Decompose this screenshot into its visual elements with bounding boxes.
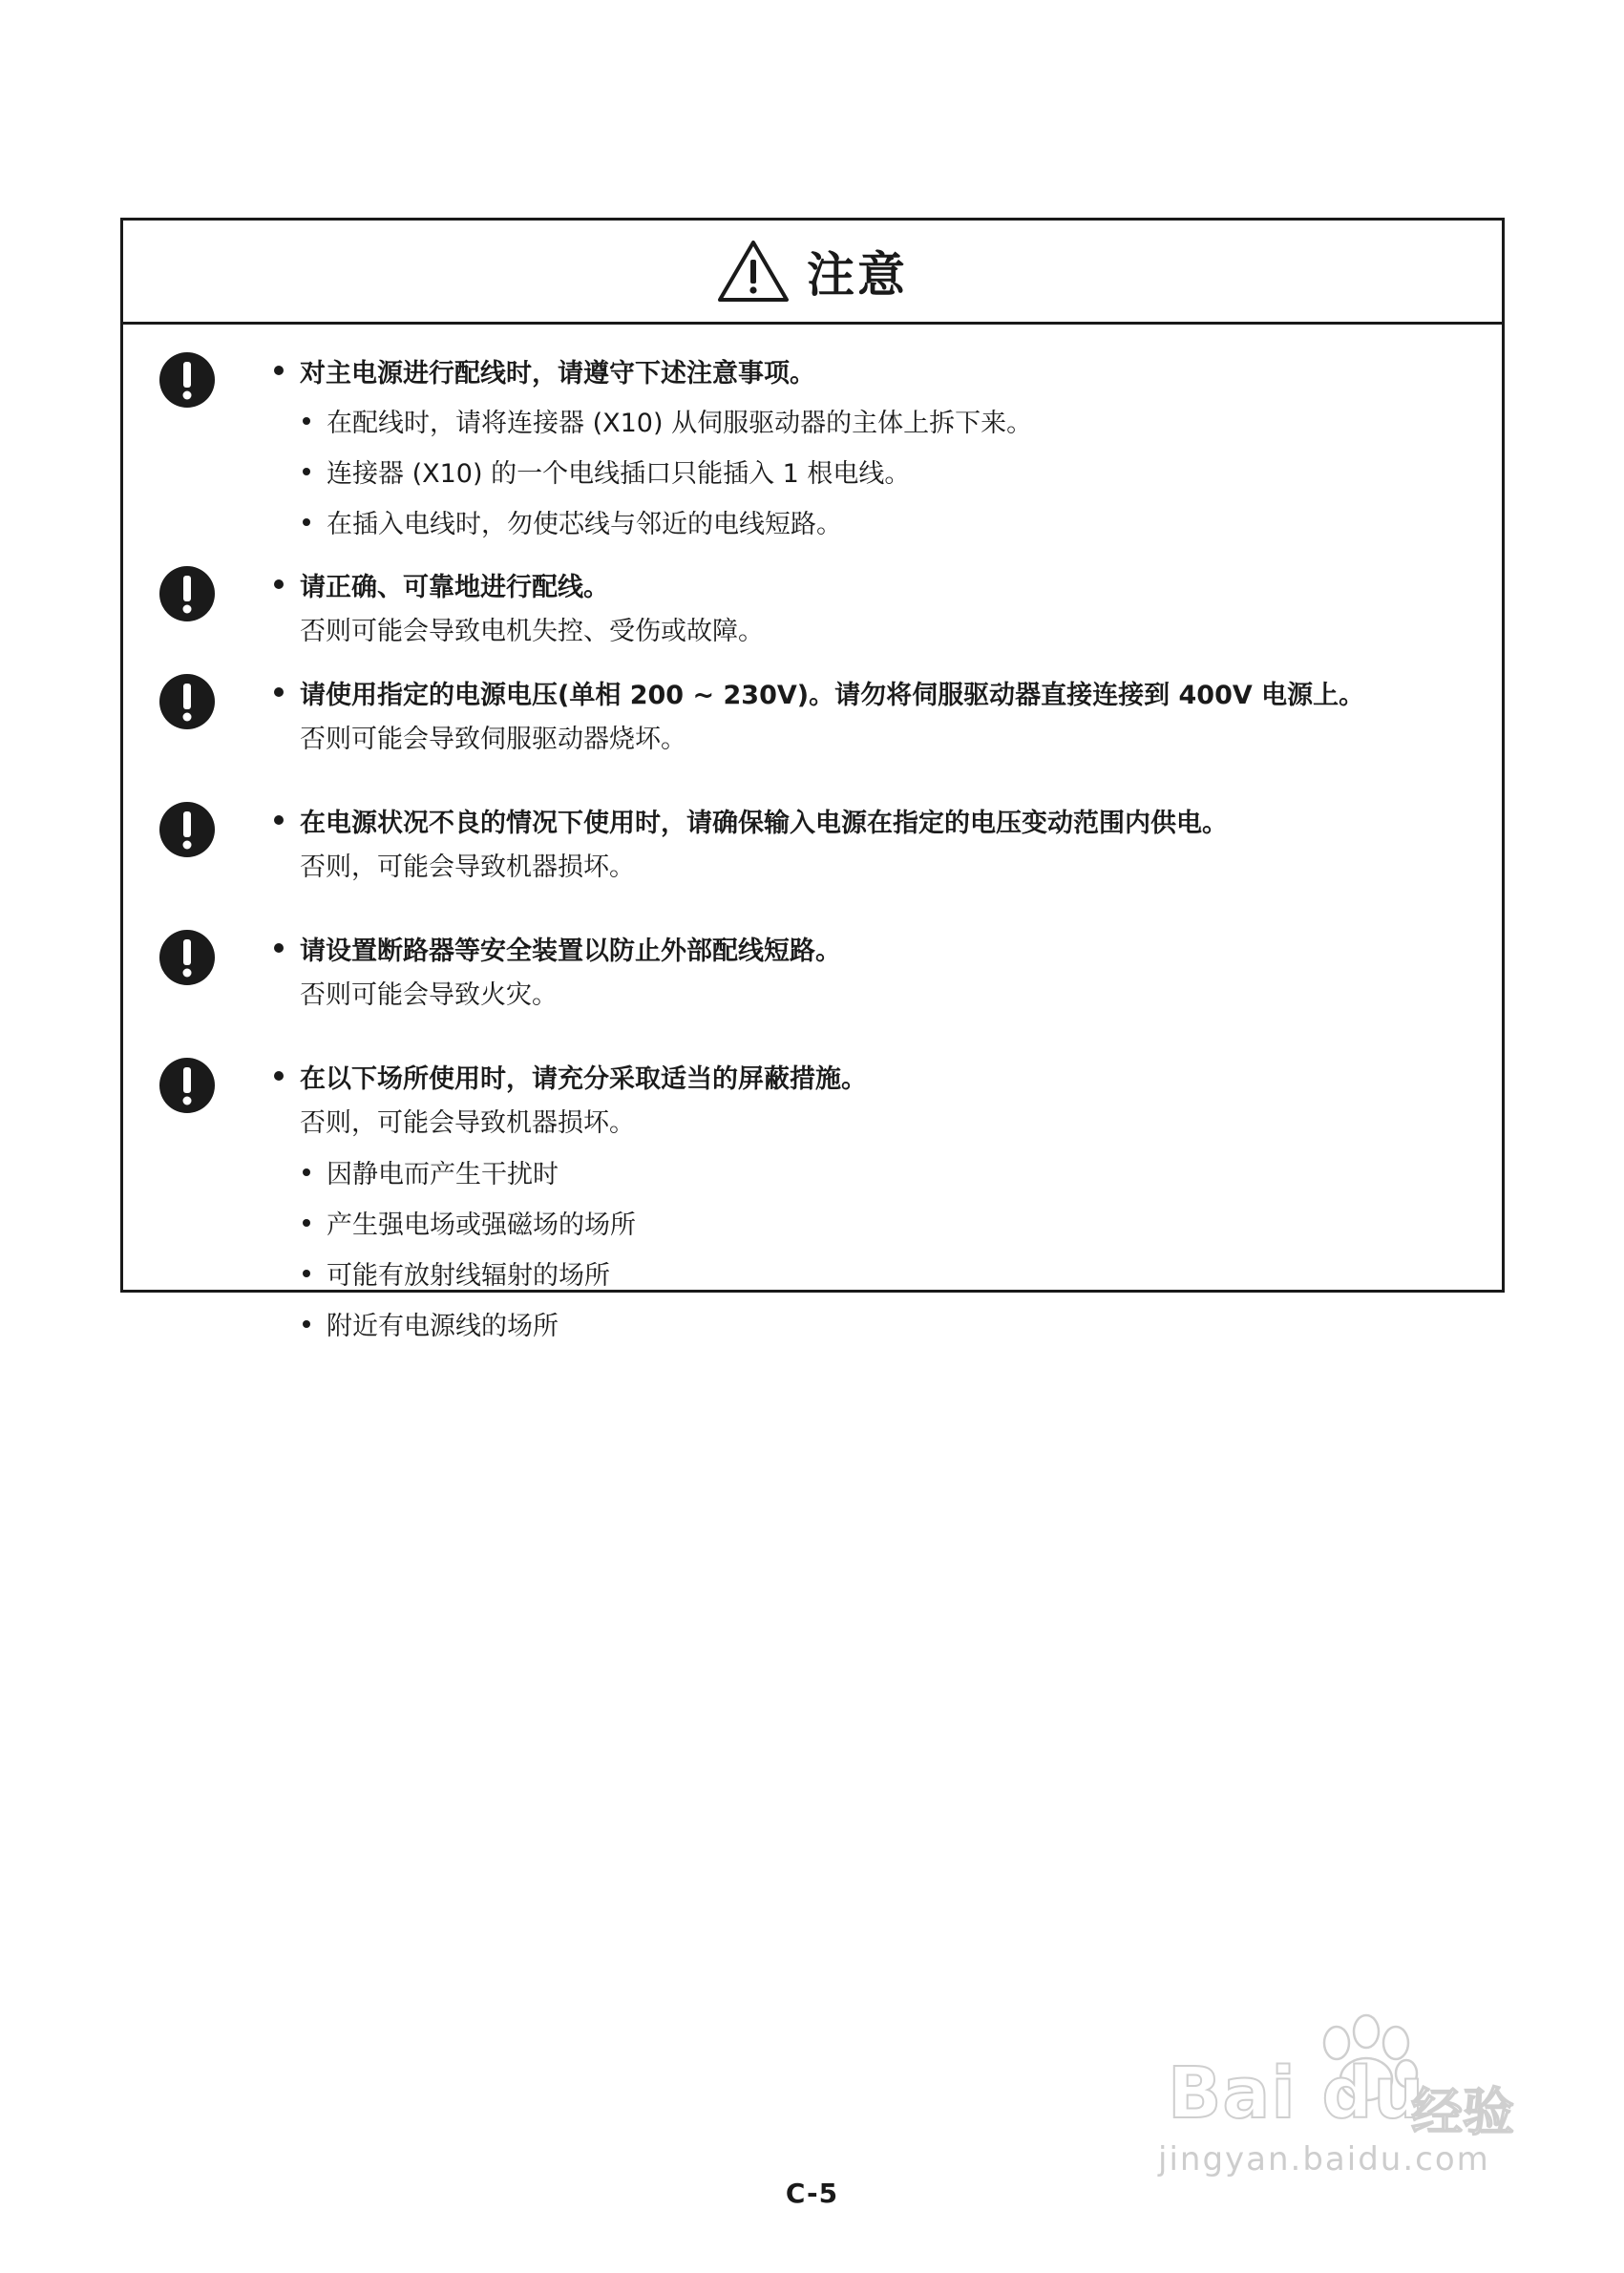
caution-item-note: 否则可能会导致伺服驱动器烧坏。: [300, 725, 686, 754]
caution-subitem-text: 连接器 (X10) 的一个电线插口只能插入 1 根电线。: [327, 459, 911, 489]
caution-item: [123, 346, 1502, 547]
caution-item-text: 在以下场所使用时，请充分采取适当的屏蔽措施。: [300, 1063, 867, 1094]
caution-item-text: 请使用指定的电源电压(单相 200 ~ 230V)。请勿将伺服驱动器直接连接到 400V 电源上。: [300, 680, 1365, 710]
caution-item-note: 否则，可能会导致机器损坏。: [300, 852, 635, 882]
caution-item: [123, 559, 1502, 655]
caution-item: [123, 667, 1502, 763]
bullet-icon: [274, 366, 284, 375]
bullet-icon: [303, 1320, 310, 1328]
caution-subitem-text: 在配线时，请将连接器 (X10) 从伺服驱动器的主体上拆下来。: [327, 409, 1033, 438]
caution-item-note: 否则可能会导致火灾。: [300, 980, 558, 1010]
bullet-icon: [303, 1270, 310, 1277]
bullet-icon: [303, 518, 310, 526]
bullet-icon: [274, 687, 284, 697]
bullet-icon: [274, 579, 284, 589]
bullet-icon: [303, 1168, 310, 1176]
caution-subitem-text: 因静电而产生干扰时: [327, 1160, 559, 1189]
watermark-url: jingyan.baidu.com: [1158, 2140, 1490, 2178]
caution-item-text: 请正确、可靠地进行配线。: [300, 572, 609, 602]
bullet-icon: [274, 943, 284, 953]
caution-item-note: 否则，可能会导致机器损坏。: [300, 1108, 635, 1138]
caution-item-text: 请设置断路器等安全装置以防止外部配线短路。: [300, 936, 841, 966]
caution-subitem: [274, 1248, 1502, 1298]
bullet-icon: [303, 468, 310, 475]
caution-item: [123, 795, 1502, 891]
exclamation-icon: [158, 1057, 216, 1114]
caution-subitem-text: 附近有电源线的场所: [327, 1312, 559, 1341]
caution-item-text: 对主电源进行配线时，请遵守下述注意事项。: [300, 358, 815, 389]
caution-subitem-text: 在插入电线时，勿使芯线与邻近的电线短路。: [327, 510, 842, 539]
exclamation-icon: [158, 351, 216, 409]
baidu-jingyan-watermark: [1141, 2005, 1542, 2186]
caution-item-heading: [274, 667, 1502, 717]
baidu-logo-text: Bai du: [1168, 2052, 1425, 2135]
jingyan-label: 经验: [1411, 2082, 1514, 2142]
bullet-icon: [303, 1219, 310, 1227]
caution-subitem: [274, 1298, 1502, 1349]
caution-subitem: [274, 1147, 1502, 1197]
caution-subitem-text: 产生强电场或强磁场的场所: [327, 1210, 636, 1240]
caution-subitem: [274, 1197, 1502, 1248]
caution-item-heading: [274, 1051, 1502, 1101]
caution-item-heading: [274, 346, 1502, 395]
exclamation-icon: [158, 801, 216, 858]
caution-subitem: [274, 446, 1502, 496]
caution-subitem: [274, 395, 1502, 446]
caution-item: [123, 923, 1502, 1019]
exclamation-icon: [158, 929, 216, 986]
caution-item-heading: [274, 559, 1502, 609]
caution-item-text: 在电源状况不良的情况下使用时，请确保输入电源在指定的电压变动范围内供电。: [300, 808, 1228, 838]
notice-title: 注意: [807, 247, 908, 303]
caution-subitem: [274, 496, 1502, 547]
bullet-icon: [303, 417, 310, 425]
exclamation-icon: [158, 565, 216, 622]
caution-subitem-text: 可能有放射线辐射的场所: [327, 1261, 610, 1291]
warning-triangle-icon: [717, 239, 790, 304]
notice-header: [123, 221, 1502, 325]
caution-item-note: 否则可能会导致电机失控、受伤或故障。: [300, 617, 764, 646]
caution-item: [123, 1051, 1502, 1349]
page-number: C-5: [785, 2178, 839, 2209]
bullet-icon: [274, 815, 284, 825]
bullet-icon: [274, 1071, 284, 1081]
exclamation-icon: [158, 673, 216, 730]
notice-body: [123, 325, 1502, 1349]
caution-notice-box: [120, 218, 1505, 1341]
caution-item-heading: [274, 923, 1502, 973]
caution-item-heading: [274, 795, 1502, 845]
